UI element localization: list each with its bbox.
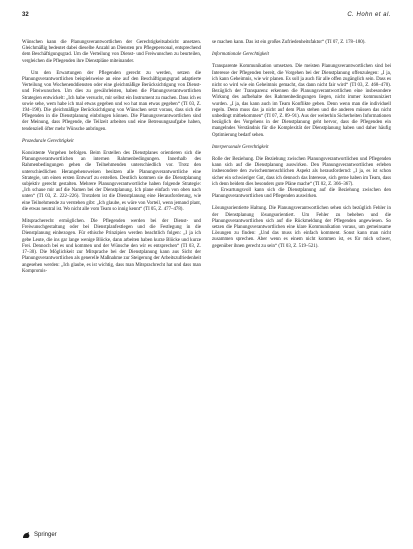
paragraph: Mitspracherecht ermöglichen. Die Pflegenden werden bei der Dienst- und Freiwunschgestaltung oder bei Dienstplanfestlegen und die Festlegung in die Dienstplanung einbezogen. Für ethische Prinzipien werden beachtlich folgen: „I ja ich gebe Leute, die ins gar lange wenige Blöcke, dann arbeiten haben kurze Blöcke und kurze Frei. Dennoch bei es und kommen und der Wünsche den wir es entsprechen“ (TI 03, Z. 17–30). Die Möglichkeit zur Mitsprache bei der Dienstplanung kann aus Sicht der Planungsverantwortlichen als generelle Maßnahme zur Steigerung der Arbeitszufriedenheit angesehen werden: „Ich glaube, es ist wichtig, dass man Mitsprachrecht hat und dass man Kompromis- (22, 219, 201, 274)
springer-horse-icon (22, 531, 31, 539)
paragraph: Lösungsorientierte Haltung. Die Planungsverantwortlichen sehen sich bezüglich Fehler in der Dienstplanung lösungsorientiert. Um Fehler zu beheben und die Planungsverantwortlichen sich auf die Rückmeldung der Pflegenden angewiesen. So setzen die Planungsverantwortlichen eine klare Kommunikation voraus, um gemeinsame Lösungen zu finden: „Und das muss ich einfach komment. Sonst kann man nicht zusammen sprechen. Aber wenn es einem nicht kommen ist, es für mich schwer, gegenüber ihnen gerecht zu sein“ (TI 03, Z. 519–521). (212, 206, 391, 249)
publisher-name: Springer (34, 532, 57, 538)
paragraph: Konsistente Vorgehen befolgen. Beim Erstellen des Dienstplanes orientieren sich die Planungsverantwortlichen an internen Rahmenbedingungen. Innerhalb des Rahmenbedingungen gehen die Teilnehmenden unterschiedlich vor. Trotz den unterschiedlichen Herangehensweisen besitzen alle Planungsverantwortliche eine Strategie, um einen ersten Entwurf zu erstellen. Deutlich kommen sie die Dienstplanung subjektiv gerecht gestalten. Mehrere Planungsverantwortliche haben folgende Strategie: „Ich schaue mir auf die Namen bei der Dienstplanung. Ich plane einfach von oben nach unten“ (TI 03, Z. 222–226). Trotzdem ist die Dienstplanung eine Herausforderung, wie eine Teilnehmende zu verstehen gibt: „Ich glaube, es wäre von Vorteil, wenn jemand plant, die etwas neutral ist. Wo nicht alle vom Team so innig kennt“ (TI 05, Z. 477–478). (22, 151, 201, 212)
left-column (22, 40, 201, 275)
paragraph: Transparente Kommunikation umsetzen. Die meisten Planungsverantwortlichen sind bei Interesse der Pflegenden bereit, die Vorgehen bei der Dienstplanung offenzulegen: „I ja, ich kann Geheimnis, wie wir planen. Es soll ja auch für alle offen zugänglich sein. Dass es nicht so wird wie ein Geheimnis gemacht, das dann nicht fair wird“ (TI 03, Z. 468–470). Bezüglich der Transparenz erkennen die Planungsverantwortlichen eine insbesondere Wirkung des aufbehalte des Rahmenbedingungen liegen, nicht immer kommuniziert wurden. „I ja, das kann auch im Team Konflikte geben. Denn wenn man die individuell regeln. Denn muss das ja nicht auf dem Plan stehen und die anderen müssen das nicht unbedingt mitbekommen“ (TI 07, Z. 89–91). Aus der weiterhin Sicherheiten Informationen bezüglich des Vorgehens in der Dienstplanung geht hervor, dass die Pflegenden ein mangelndes Verständnis für die Komplexität der Dienstplanung haben und daher häufig Optimierung bedarf sehen. (212, 64, 391, 138)
paragraph: Wünschen kann die Planungsverantwortlichen der Gerechtigkeitsabsicht ansetzen. Gleichmäßig bedeutet dabei dieselbe Anzahl an Diensten pro Pflegepersonal, entsprechend dem Beschäftigungsgrad. Um die Verteilung von Dienst- und Freiwunschen zu beurteilen, vergleichen die Pflegenden ihre Dienstpläne miteinander. (22, 40, 201, 64)
right-column (212, 40, 391, 250)
section-heading-informational: Informationale Gerechtigkeit (212, 52, 269, 58)
publisher-logo (22, 531, 57, 539)
running-head: C. Hohn et al. (347, 12, 391, 18)
section-heading-procedural: Prozedurale Gerechtigkeit (22, 138, 74, 144)
section-heading-interpersonal: Interpersonale Gerechtigkeit (212, 144, 269, 150)
paragraph: Erwartungsvoll kann sich die Dienstplanung auf die Beziehung zwischen den Planungsverantwortlichen und Pflegenden auswirken. (212, 188, 391, 200)
article-body (22, 40, 391, 510)
paragraph: se machen kann. Das ist ein großes Zufriedenheitsfaktor“ (TI 07, Z. 178–180). (212, 40, 366, 45)
paragraph: Um den Erwartungen der Pflegenden gerecht zu werden, setzen die Planungsverantwortlichen beispielsweise an eine auf den Beschäftigungsgrad adaptierte Verteilung von Wochenenddiensten oder eine gleichmäßige Berücksichtigung von Dienst- und Freiwunschen. Um dies zu gewährleisten, haben die Planungsverantwortlichen Strategien entwickelt: „Ich habe versucht, mir selbst ein Instrument zu machen. Dass ich es sowie sehe, wem habe ich mal etwas gegeben und wo hat man etwas gegeben“ (TI 03, Z. 194–198). Die gleichmäßige Berücksichtigung von Wünschen setzt voraus, dass sich die Pflegenden in die Dienstplanung einbringen können. Die Planungsverantwortlichen sind der Meinung, dass Pflegende, die Teilzeit arbeiten und eine Betreuungsaufgabe haben, tendenziell öfter mehr Wünsche anbringen. (22, 70, 201, 132)
paragraph: Rolle der Beziehung. Die Beziehung zwischen Planungsverantwortlichen und Pflegenden kann sich auf die Dienstplanung auswirken. Den Planungsverantwortlichen erleben insbesondere den zwischenmenschlichen Aspekt als herausfordernd: „I ja, es ist schon sicher ein schwieriger Gut, dass ich dennoch das Interesse, sich gerne haben im Team, dass ich denn beidem dies besonders gute Pläne mache“ (TI 02, Z. 366–367). (212, 157, 391, 187)
page-number: 32 (22, 12, 29, 18)
page-header (22, 12, 391, 22)
